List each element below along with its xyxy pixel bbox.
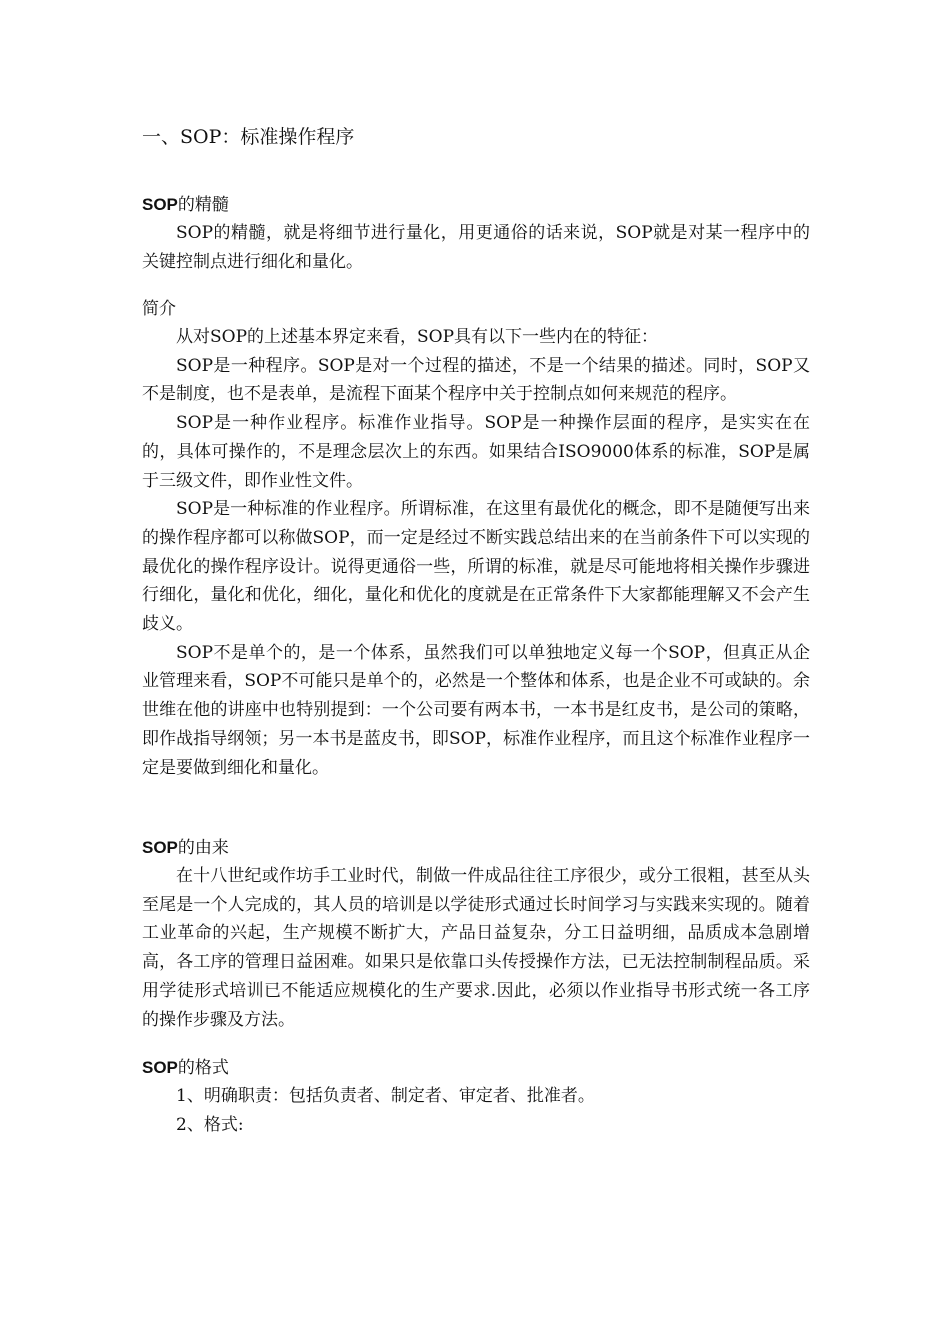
section-essence	[142, 191, 810, 276]
heading-text: 的精髓	[177, 195, 229, 215]
section-heading	[142, 191, 810, 219]
section-heading	[142, 295, 810, 323]
paragraph: 在十八世纪或作坊手工业时代，制做一件成品往往工序很少，或分工很粗，甚至从头至尾是一个人完成的，其人员的培训是以学徒形式通过长时间学习与实践来实现的。随着工业革命的兴起，生产规模不断扩大，产品日益复杂，分工日益明细，品质成本急剧增高，各工序的管理日益困难。如果只是依靠口头传授操作方法，已无法控制制程品质。采用学徒形式培训已不能适应规模化的生产要求.因此，必须以作业指导书形式统一各工序的操作步骤及方法。	[142, 866, 810, 1030]
heading-latin: SOP	[142, 195, 178, 214]
paragraph: SOP是一种标准的作业程序。所谓标准，在这里有最优化的概念，即不是随便写出来的操作程序都可以称做SOP，而一定是经过不断实践总结出来的在当前条件下可以实现的最优化的操作程序设计。说得更通俗一些，所谓的标准，就是尽可能地将相关操作步骤进行细化，量化和优化，细化，量化和优化的度就是在正常条件下大家都能理解又不会产生歧义。	[142, 499, 810, 635]
paragraph: SOP的精髓，就是将细节进行量化，用更通俗的话来说，SOP就是对某一程序中的关键控制点进行细化和量化。	[142, 223, 810, 272]
heading-text: 的由来	[177, 838, 229, 858]
section-origin	[142, 834, 810, 1034]
section-heading	[142, 834, 810, 862]
heading-latin: SOP	[142, 838, 178, 857]
section-intro	[142, 295, 810, 782]
paragraph: SOP是一种作业程序。标准作业指导。SOP是一种操作层面的程序，是实实在在的，具体可操作的，不是理念层次上的东西。如果结合ISO9000体系的标准，SOP是属于三级文件，即作业性文件。	[142, 413, 810, 491]
heading-text: 的格式	[177, 1058, 229, 1078]
list-item: 2、格式:	[176, 1114, 244, 1135]
document-title: 一、SOP：标准操作程序	[142, 126, 355, 148]
paragraph: SOP不是单个的，是一个体系，虽然我们可以单独地定义每一个SOP，但真正从企业管理来看，SOP不可能只是单个的，必然是一个整体和体系，也是企业不可或缺的。余世维在他的讲座中也特别提到：一个公司要有两本书，一本书是红皮书，是公司的策略，即作战指导纲领；另一本书是蓝皮书，即SOP，标准作业程序，而且这个标准作业程序一定是要做到细化和量化。	[142, 642, 810, 778]
paragraph: 从对SOP的上述基本界定来看，SOP具有以下一些内在的特征：	[176, 327, 659, 347]
heading-text: 简介	[142, 299, 176, 319]
heading-latin: SOP	[142, 1058, 178, 1077]
list-item: 1、明确职责：包括负责者、制定者、审定者、批准者。	[176, 1086, 595, 1106]
section-format	[142, 1054, 810, 1139]
paragraph: SOP是一种程序。SOP是对一个过程的描述，不是一个结果的描述。同时，SOP又不是制度，也不是表单，是流程下面某个程序中关于控制点如何来规范的程序。	[142, 355, 810, 405]
section-heading	[142, 1054, 810, 1082]
